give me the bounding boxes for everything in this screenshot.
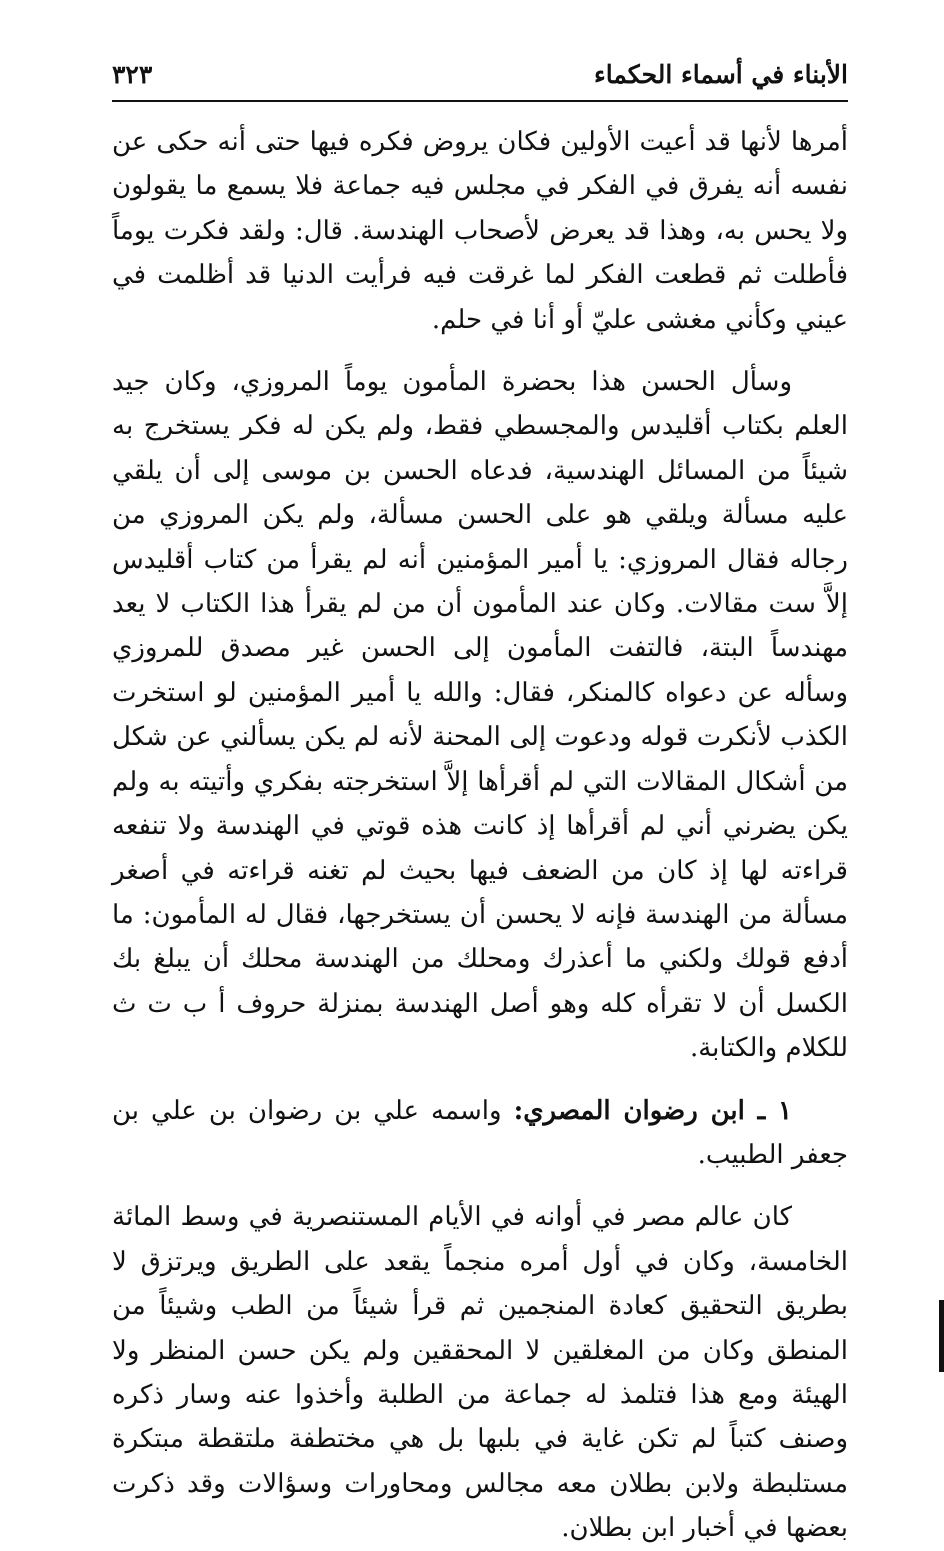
paragraph-2: وسأل الحسن هذا بحضرة المأمون يوماً المروزي، وكان جيد العلم بكتاب أقليدس والمجسطي فقط، ولم يكن له فكر يستخرج به شيئاً من المسائل الهندسية، فدعاه الحسن بن موسى إلى أن يلقي عليه مسألة ويلقي هو على الحسن مسألة، ولم يكن المروزي من رجاله فقال المروزي: يا أمير المؤمنين أنه لم يقرأ من كتاب أقليدس إلاَّ ست مقالات. وكان عند المأمون أن من لم يقرأ هذا الكتاب لا يعد مهندساً البتة، فالتفت المأمون إلى الحسن غير مصدق للمروزي وسأله عن دعواه كالمنكر، فقال: والله يا أمير المؤمنين لو استخرت الكذب لأنكرت قوله ودعوت إلى المحنة لأنه لم يكن يسألني عن شكل من أشكال المقالات التي لم أقرأها إلاَّ استخرجته بفكري وأتيته به ولم يكن يضرني أني لم أقرأها إذ كانت هذه قوتي في الهندسة ولا تنفعه قراءته لها إذ كان من الضعف فيها بحيث لم تغنه قراءته في أصغر مسألة من الهندسة فإنه لا يحسن أن يستخرجها، فقال له المأمون: ما أدفع قولك ولكني ما أعذرك ومحلك من الهندسة محلك أن يبلغ بك الكسل أن لا تقرأه كله وهو أصل الهندسة بمنزلة حروف أ ب ت ث للكلام والكتابة.	[112, 367, 848, 1064]
entry-heading: ١ ـ ابن رضوان المصري:	[513, 1095, 792, 1126]
paragraph-spacer	[112, 1071, 848, 1089]
body-text	[112, 120, 848, 1551]
page-number: ٣٢٣	[112, 59, 153, 89]
entry-paragraph	[112, 1089, 848, 1178]
paragraph-spacer	[112, 1177, 848, 1195]
header-rule	[112, 100, 848, 102]
paragraph-1: أمرها لأنها قد أعيت الأولين فكان يروض فكره فيها حتى أنه حكى عن نفسه أنه يفرق في الفكر في مجلس فيه جماعة فلا يسمع ما يقولون ولا يحس به، وهذا قد يعرض لأصحاب الهندسة. قال: ولقد فكرت يوماً فأطلت ثم قطعت الفكر لما غرقت فيه فرأيت الدنيا قد أظلمت في عيني وكأني مغشى عليّ أو أنا في حلم.	[112, 127, 848, 335]
page-edge-shadow	[939, 1300, 944, 1372]
paragraph-3: كان عالم مصر في أوانه في الأيام المستنصرية في وسط المائة الخامسة، وكان في أول أمره منجماً يقعد على الطريق ويرتزق لا بطريق التحقيق كعادة المنجمين ثم قرأ شيئاً من الطب وشيئاً من المنطق وكان من المغلقين لا المحققين ولم يكن حسن المنظر ولا الهيئة ومع هذا فتلمذ له جماعة من الطلبة وأخذوا عنه وسار ذكره وصنف كتباً لم تكن غاية في بلبها بل هي مختطفة ملتقطة مبتكرة مستلبطة ولابن بطلان معه مجالس ومحاورات وسؤالات وقد ذكرت بعضها في أخبار ابن بطلان.	[112, 1202, 848, 1544]
entry-text: واسمه علي بن رضوان بن علي بن جعفر الطبيب.	[112, 1095, 848, 1170]
paragraph-spacer	[112, 342, 848, 360]
running-header	[112, 52, 848, 96]
book-title: الأبناء في أسماء الحكماء	[593, 59, 848, 89]
